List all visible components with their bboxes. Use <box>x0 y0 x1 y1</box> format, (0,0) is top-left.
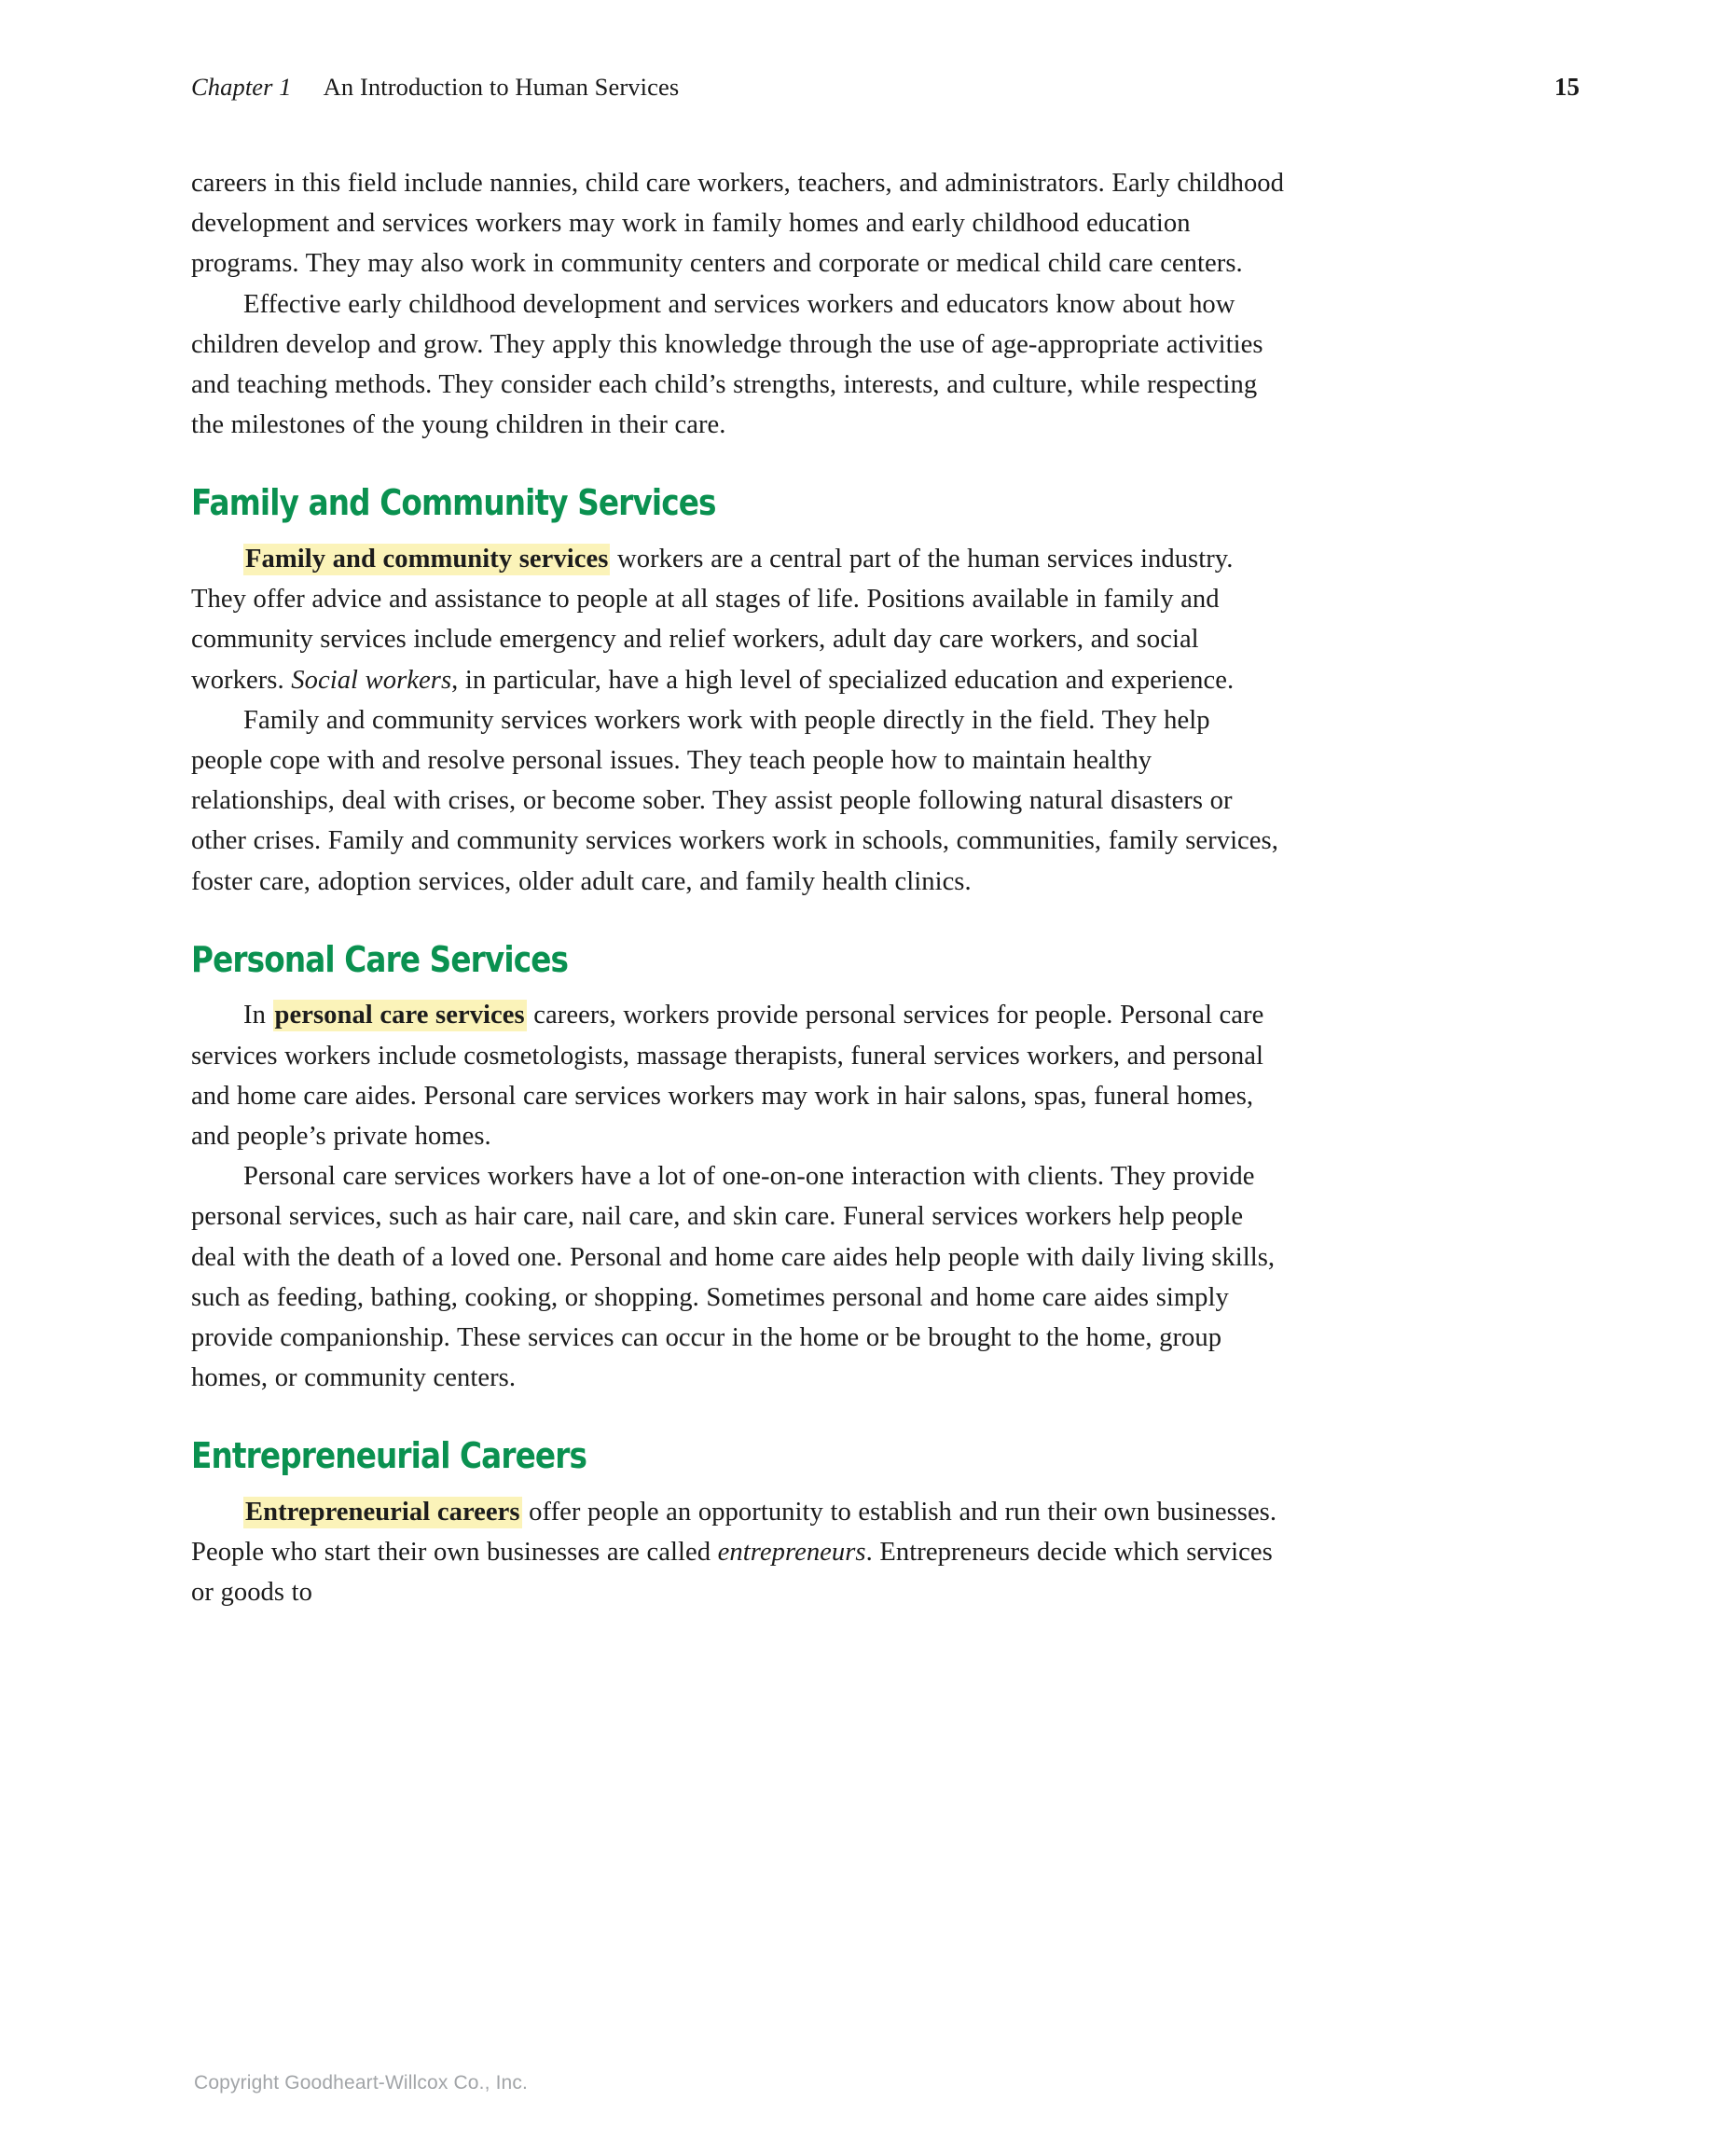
paragraph-family-duties: Family and community services workers work with people directly in the field. They help people cope with and resolve personal issues. They teach people how to maintain healthy relationships, deal with crises, or become sober. They assist people following natural disasters or other crises. Family and community services workers work in schools, communities, family services, foster care, adoption services, older adult care, and family health clinics. <box>191 705 1278 896</box>
paragraph-intro-continued: careers in this field include nannies, child care workers, teachers, and administrators. Early childhood development and services workers may work in family homes and early childhood education programs. They may also work in community centers and corporate or medical child care centers. <box>191 169 1285 279</box>
section-heading-entrepreneurial-careers: Entrepreneurial Careers <box>191 1435 587 1477</box>
paragraph-personal-care-definition <box>191 995 1287 1156</box>
section-heading-family-and-community-services: Family and Community Services <box>191 482 716 524</box>
section-heading-wrap-personal-care <box>191 940 1287 980</box>
paragraph-entrepreneurial-definition <box>191 1492 1287 1613</box>
chapter-title: An Introduction to Human Services <box>323 73 680 101</box>
copyright-footer: Copyright Goodheart-Willcox Co., Inc. <box>194 2072 529 2094</box>
italic-term-social-workers: Social workers <box>291 665 452 695</box>
paragraph-family-definition-text: workers are a central part of the human services industry. They offer advice and assistance to people at all stages of life. Positions available in family and community services include emergency and relief workers, adult day care workers, and social workers. <box>191 544 1234 695</box>
key-term-family-and-community-services: Family and community services <box>245 544 609 574</box>
paragraph-entrepreneurial-definition-tail: . Entrepreneurs decide which services or goods to <box>191 1538 1273 1608</box>
section-heading-wrap-entrepreneurial <box>191 1436 1287 1476</box>
running-head-text <box>191 73 679 102</box>
paragraph-personal-care-lead-in: In <box>243 1001 273 1030</box>
paragraph-entrepreneurial-definition-text: offer people an opportunity to establish and run their own businesses. People who start their own businesses are called <box>191 1497 1277 1568</box>
section-heading-personal-care-services: Personal Care Services <box>191 938 569 980</box>
paragraph-family-definition <box>191 539 1287 700</box>
paragraph-personal-care-definition-text: careers, workers provide personal services for people. Personal care services workers include cosmetologists, massage therapists, funeral services workers, and personal and home care aides. Personal care services workers may work in hair salons, spas, funeral homes, and people’s private homes. <box>191 1001 1264 1151</box>
running-head <box>191 73 1622 110</box>
paragraph-family-definition-tail: , in particular, have a high level of specialized education and experience. <box>451 665 1235 695</box>
paragraph-effective-workers: Effective early childhood development and services workers and educators know about how children develop and grow. They apply this knowledge through the use of age-appropriate activities and teaching methods. They consider each child’s strengths, interests, and culture, while respecting the milestones of the young children in their care. <box>191 289 1263 440</box>
key-term-entrepreneurial-careers: Entrepreneurial careers <box>245 1497 520 1527</box>
key-term-personal-care-services: personal care services <box>274 1001 525 1030</box>
section-heading-wrap-family <box>191 483 1287 523</box>
paragraph-personal-care-duties: Personal care services workers have a lot of one-on-one interaction with clients. They provide personal services, such as hair care, nail care, and skin care. Funeral services workers help people deal with the death of a loved one. Personal and home care aides help people with daily living skills, such as feeding, bathing, cooking, or shopping. Sometimes personal and home care aides simply provide companionship. These services can occur in the home or be brought to the home, group homes, or community centers. <box>191 1162 1276 1393</box>
page-number: 15 <box>1554 73 1580 101</box>
chapter-label: Chapter 1 <box>191 73 292 101</box>
italic-term-entrepreneurs: entrepreneurs <box>717 1538 866 1568</box>
text-column <box>191 163 1287 1613</box>
